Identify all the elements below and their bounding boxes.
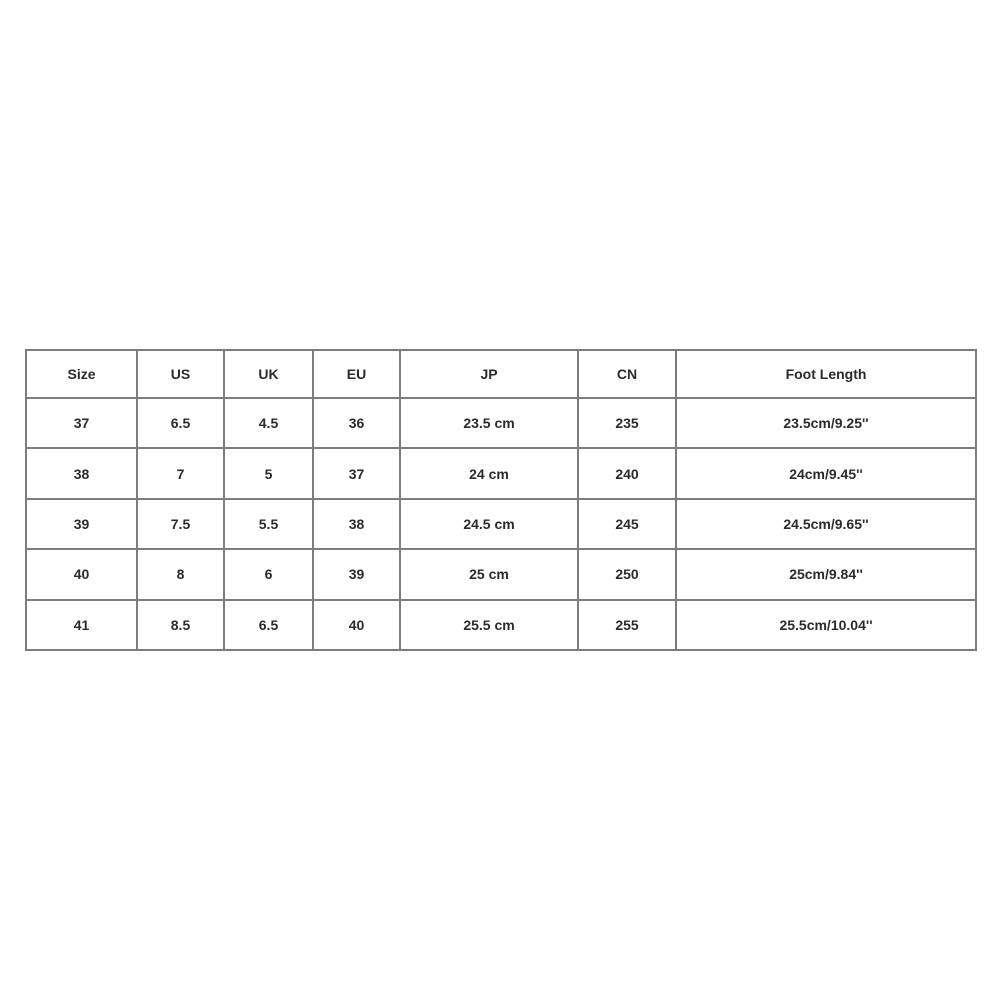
cell-size: 38 xyxy=(26,448,137,498)
cell-uk: 5.5 xyxy=(224,499,313,549)
cell-foot-length: 23.5cm/9.25'' xyxy=(676,398,976,448)
cell-size: 41 xyxy=(26,600,137,650)
cell-eu: 38 xyxy=(313,499,400,549)
header-foot-length: Foot Length xyxy=(676,350,976,398)
cell-size: 40 xyxy=(26,549,137,599)
header-uk: UK xyxy=(224,350,313,398)
cell-eu: 37 xyxy=(313,448,400,498)
table-row xyxy=(26,499,976,549)
cell-eu: 40 xyxy=(313,600,400,650)
table-row xyxy=(26,398,976,448)
size-chart-table xyxy=(25,349,977,651)
table-row xyxy=(26,448,976,498)
header-row xyxy=(26,350,976,398)
cell-cn: 250 xyxy=(578,549,676,599)
cell-cn: 255 xyxy=(578,600,676,650)
cell-cn: 235 xyxy=(578,398,676,448)
header-us: US xyxy=(137,350,224,398)
cell-foot-length: 25.5cm/10.04'' xyxy=(676,600,976,650)
cell-jp: 24.5 cm xyxy=(400,499,578,549)
cell-jp: 24 cm xyxy=(400,448,578,498)
cell-us: 6.5 xyxy=(137,398,224,448)
table-row xyxy=(26,549,976,599)
cell-eu: 36 xyxy=(313,398,400,448)
cell-us: 7 xyxy=(137,448,224,498)
header-eu: EU xyxy=(313,350,400,398)
cell-uk: 4.5 xyxy=(224,398,313,448)
cell-foot-length: 25cm/9.84'' xyxy=(676,549,976,599)
cell-eu: 39 xyxy=(313,549,400,599)
table-row xyxy=(26,600,976,650)
cell-cn: 245 xyxy=(578,499,676,549)
cell-cn: 240 xyxy=(578,448,676,498)
cell-size: 37 xyxy=(26,398,137,448)
cell-size: 39 xyxy=(26,499,137,549)
header-size: Size xyxy=(26,350,137,398)
cell-foot-length: 24.5cm/9.65'' xyxy=(676,499,976,549)
cell-us: 8 xyxy=(137,549,224,599)
cell-jp: 25.5 cm xyxy=(400,600,578,650)
cell-us: 7.5 xyxy=(137,499,224,549)
cell-us: 8.5 xyxy=(137,600,224,650)
cell-jp: 23.5 cm xyxy=(400,398,578,448)
cell-jp: 25 cm xyxy=(400,549,578,599)
cell-uk: 5 xyxy=(224,448,313,498)
cell-foot-length: 24cm/9.45'' xyxy=(676,448,976,498)
header-jp: JP xyxy=(400,350,578,398)
cell-uk: 6 xyxy=(224,549,313,599)
header-cn: CN xyxy=(578,350,676,398)
cell-uk: 6.5 xyxy=(224,600,313,650)
